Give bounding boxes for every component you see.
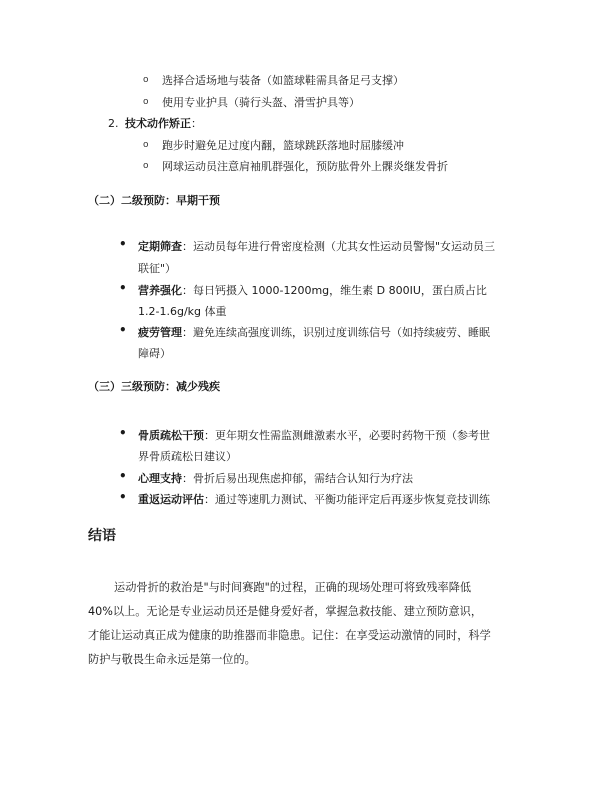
list-item: 网球运动员注意肩袖肌群强化，预防肱骨外上髁炎继发骨折 xyxy=(162,160,448,173)
item-title: 技术动作矫正 xyxy=(125,117,191,130)
list-item: 跑步时避免足过度内翻，篮球跳跃落地时屈膝缓冲 xyxy=(162,139,404,152)
item-colon: ： xyxy=(182,472,193,485)
item-text: 通过等速肌力测试、平衡功能评定后再逐步恢复竞技训练 xyxy=(215,493,490,506)
list-item-heading xyxy=(125,116,202,131)
item-label: 骨质疏松干预 xyxy=(138,429,204,442)
list-item xyxy=(138,428,490,443)
list-number: 2. xyxy=(108,117,119,130)
section-heading: （二）二级预防：早期干预 xyxy=(88,194,220,207)
item-label: 营养强化 xyxy=(138,284,182,297)
list-item xyxy=(138,325,490,340)
bullet-icon: • xyxy=(119,469,127,483)
hollow-bullet-icon: o xyxy=(143,161,149,171)
item-colon: ： xyxy=(182,240,193,253)
bullet-icon: • xyxy=(119,490,127,504)
bullet-icon: • xyxy=(119,323,127,337)
item-colon: ： xyxy=(204,493,215,506)
item-colon: ： xyxy=(182,326,193,339)
item-text: 骨折后易出现焦虑抑郁，需结合认知行为疗法 xyxy=(193,472,413,485)
item-text: 每日钙摄入 1000-1200mg，维生素 D 800IU，蛋白质占比 xyxy=(193,284,487,297)
bullet-icon: • xyxy=(119,237,127,251)
item-colon: ： xyxy=(204,429,215,442)
list-item-continuation: 联征"） xyxy=(138,262,177,275)
paragraph-line: 防护与敬畏生命永远是第一位的。 xyxy=(88,653,256,666)
conclusion-heading: 结语 xyxy=(88,528,116,544)
list-item xyxy=(138,239,495,254)
bullet-icon: • xyxy=(119,426,127,440)
list-item xyxy=(138,492,490,507)
paragraph-line: 才能让运动真正成为健康的助推器而非隐患。记住：在享受运动激情的同时，科学 xyxy=(88,629,491,642)
list-item: 选择合适场地与装备（如篮球鞋需具备足弓支撑） xyxy=(162,74,404,87)
item-colon: ： xyxy=(182,284,193,297)
paragraph-line: 运动骨折的救治是"与时间赛跑"的过程，正确的现场处理可将致残率降低 xyxy=(114,581,472,594)
hollow-bullet-icon: o xyxy=(143,97,149,107)
item-text: 更年期女性需监测雌激素水平，必要时药物干预（参考世 xyxy=(215,429,490,442)
list-item: 使用专业护具（骑行头盔、滑雪护具等） xyxy=(162,96,360,109)
item-label: 重返运动评估 xyxy=(138,493,204,506)
item-text: 运动员每年进行骨密度检测（尤其女性运动员警惕"女运动员三 xyxy=(193,240,496,253)
hollow-bullet-icon: o xyxy=(143,75,149,85)
list-item-continuation: 1.2-1.6g/kg 体重 xyxy=(138,305,227,318)
item-label: 疲劳管理 xyxy=(138,326,182,339)
list-item xyxy=(138,471,413,486)
list-item-continuation: 界骨质疏松日建议） xyxy=(138,450,237,463)
section-heading: （三）三级预防：减少残疾 xyxy=(88,380,220,393)
list-item xyxy=(138,283,487,298)
hollow-bullet-icon: o xyxy=(143,140,149,150)
item-text: 避免连续高强度训练，识别过度训练信号（如持续疲劳、睡眠 xyxy=(193,326,490,339)
item-label: 定期筛查 xyxy=(138,240,182,253)
item-label: 心理支持 xyxy=(138,472,182,485)
bullet-icon: • xyxy=(119,281,127,295)
item-colon: ： xyxy=(191,117,202,130)
list-item-continuation: 障碍） xyxy=(138,347,171,360)
paragraph-line: 40%以上。无论是专业运动员还是健身爱好者，掌握急救技能、建立预防意识， xyxy=(88,605,483,618)
